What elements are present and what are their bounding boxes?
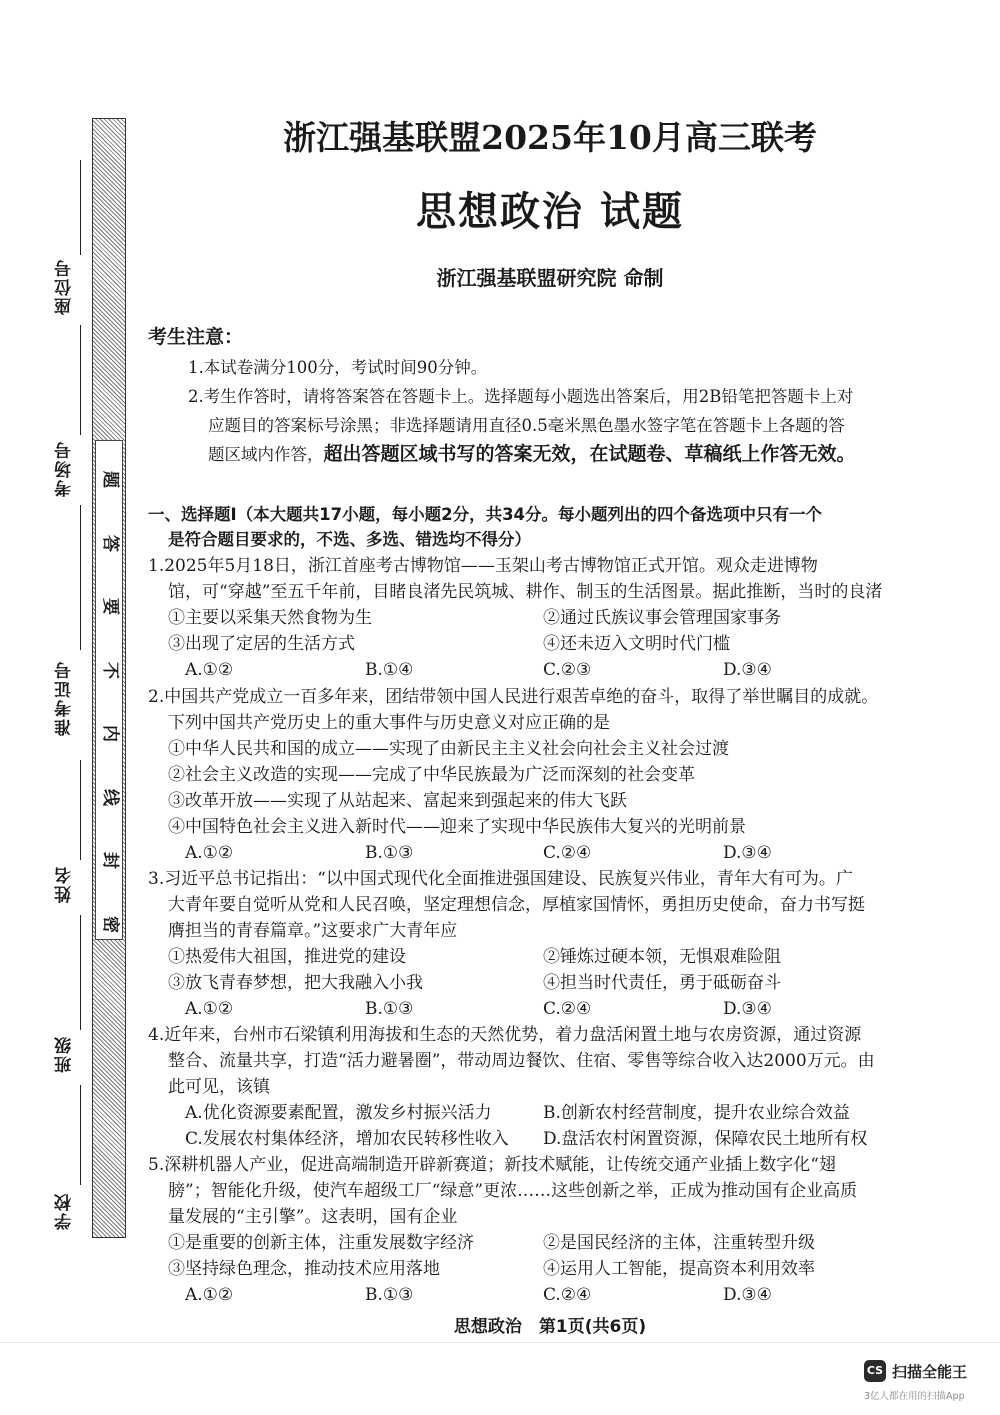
q5-statement-3: ③坚持绿色理念，推动技术应用落地	[168, 1259, 440, 1279]
q3-option-b: B.①③	[365, 999, 414, 1019]
seal-char: 线	[99, 788, 120, 806]
q3-statement-1: ①热爱伟大祖国，推进党的建设	[168, 947, 406, 967]
q4-stem-line-2: 整合、流量共享，打造“活力避暑圈”，带动周边餐饮、住宿、零售等综合收入达2000万元。由	[168, 1051, 875, 1071]
q2-statement-3: ③改革开放——实现了从站起来、富起来到强起来的伟大飞跃	[168, 791, 627, 811]
page-divider	[0, 1342, 1000, 1343]
q2-statement-2: ②社会主义改造的实现——完成了中华民族最为广泛而深刻的社会变革	[168, 765, 695, 785]
seal-char: 封	[99, 852, 120, 870]
subject-title: 思想政治 试题	[416, 189, 684, 235]
notice-text: 题区域内作答，	[208, 445, 324, 464]
seal-char: 密	[99, 915, 120, 933]
notice-item-1: 1.本试卷满分100分，考试时间90分钟。	[188, 358, 488, 377]
q2-option-d: D.③④	[723, 843, 772, 863]
seat-number-line	[80, 160, 81, 255]
q2-statement-1: ①中华人民共和国的成立——实现了由新民主主义社会向社会主义社会过渡	[168, 739, 729, 759]
seal-line-notice	[95, 440, 123, 940]
seal-char: 答	[99, 534, 120, 552]
q1-option-c: C.②③	[543, 660, 592, 680]
section-heading-line-1: 一、选择题Ⅰ（本大题共17小题，每小题2分，共34分。每小题列出的四个备选项中只有一个	[148, 505, 823, 524]
seal-char: 不	[99, 661, 120, 679]
notice-item-2-line-3	[208, 440, 898, 469]
q3-stem-line-3: 膺担当的青春篇章。”这要求广大青年应	[168, 921, 458, 941]
scanner-watermark	[864, 1360, 994, 1410]
q5-option-c: C.②④	[543, 1285, 592, 1305]
school-label: 学校	[55, 1192, 75, 1230]
notice-warning: 超出答题区域书写的答案无效，在试题卷、草稿纸上作答无效。	[323, 443, 856, 465]
page-footer: 思想政治 第1页(共6页)	[453, 1317, 647, 1337]
q4-option-a: A.优化资源要素配置，激发乡村振兴活力	[185, 1103, 492, 1123]
q2-stem-line-1: 2.中国共产党成立一百多年来，团结带领中国人民进行艰苦卓绝的奋斗，取得了举世瞩目的成就。	[148, 687, 879, 707]
q5-stem-line-3: 量发展的“主引擎”。这表明，国有企业	[168, 1207, 458, 1227]
q1-statement-1: ①主要以采集天然食物为生	[168, 608, 372, 628]
q4-option-c: C.发展农村集体经济，增加农民转移性收入	[185, 1129, 509, 1149]
seat-number-label: 座位号	[55, 258, 75, 315]
exam-room-line	[80, 325, 81, 435]
exam-title: 浙江强基联盟2025年10月高三联考	[283, 118, 817, 157]
q2-statement-4: ④中国特色社会主义进入新时代——迎来了实现中华民族伟大复兴的光明前景	[168, 817, 746, 837]
notice-item-2-line-2: 应题目的答案标号涂黑；非选择题请用直径0.5毫米黑色墨水签字笔在答题卡上各题的答	[208, 416, 845, 435]
q3-statement-3: ③放飞青春梦想，把大我融入小我	[168, 973, 423, 993]
class-line	[80, 915, 81, 1030]
admission-number-label: 准考证号	[55, 660, 75, 736]
q1-option-b: B.①④	[365, 660, 414, 680]
q3-option-c: C.②④	[543, 999, 592, 1019]
q3-stem-line-1: 3.习近平总书记指出：“以中国式现代化全面推进强国建设、民族复兴伟业，青年大有可为。广	[148, 869, 853, 889]
q1-statement-3: ③出现了定居的生活方式	[168, 634, 355, 654]
scanner-tagline: 3亿人都在用的扫描App	[864, 1391, 965, 1402]
seal-char: 内	[99, 725, 120, 743]
q2-option-a: A.①②	[185, 843, 234, 863]
section-heading-line-2: 是符合题目要求的，不选、多选、错选均不得分）	[168, 530, 531, 549]
q5-statement-4: ④运用人工智能，提高资本利用效率	[543, 1259, 815, 1279]
scanner-app-name: 扫描全能王	[892, 1363, 968, 1381]
q2-stem-line-2: 下列中国共产党历史上的重大事件与历史意义对应正确的是	[168, 713, 610, 733]
seal-char: 题	[99, 471, 120, 488]
q1-statement-4: ④还未迈入文明时代门槛	[543, 634, 730, 654]
q5-stem-line-1: 5.深耕机器人产业，促进高端制造开辟新赛道；新技术赋能，让传统交通产业插上数字化“翅	[148, 1155, 836, 1175]
q3-stem-line-2: 大青年要自觉听从党和人民召唤，坚定理想信念，厚植家国情怀，勇担历史使命，奋力书写挺	[168, 895, 865, 915]
notice-heading: 考生注意：	[148, 326, 244, 348]
q1-option-a: A.①②	[185, 660, 234, 680]
q1-option-d: D.③④	[723, 660, 772, 680]
school-line	[80, 1085, 81, 1185]
cs-logo-icon: CS	[864, 1360, 886, 1382]
q4-stem-line-3: 此可见，该镇	[168, 1077, 270, 1097]
q3-statement-4: ④担当时代责任，勇于砥砺奋斗	[543, 973, 781, 993]
class-label: 班级	[55, 1035, 75, 1073]
q1-stem-line-2: 馆，可“穿越”至五千年前，目睹良渚先民筑城、耕作、制玉的生活图景。据此推断，当时的良渚	[168, 582, 883, 602]
q3-statement-2: ②锤炼过硬本领，无惧艰难险阻	[543, 947, 781, 967]
seal-char: 要	[99, 598, 120, 616]
q1-statement-2: ②通过氏族议事会管理国家事务	[543, 608, 781, 628]
name-label: 姓名	[55, 865, 75, 903]
q3-option-d: D.③④	[723, 999, 772, 1019]
q5-statement-2: ②是国民经济的主体，注重转型升级	[543, 1233, 815, 1253]
q4-option-b: B.创新农村经营制度，提升农业综合效益	[543, 1103, 850, 1123]
exam-room-label: 考场号	[55, 440, 75, 497]
q2-option-b: B.①③	[365, 843, 414, 863]
admission-number-line	[80, 505, 81, 650]
q5-option-b: B.①③	[365, 1285, 414, 1305]
q5-option-a: A.①②	[185, 1285, 234, 1305]
q4-stem-line-1: 4.近年来，台州市石梁镇利用海拔和生态的天然优势，着力盘活闲置土地与农房资源，通过资源	[148, 1025, 862, 1045]
name-line	[80, 760, 81, 860]
q1-stem-line-1: 1.2025年5月18日，浙江首座考古博物馆——玉架山考古博物馆正式开馆。观众走进博物	[148, 556, 818, 576]
q5-option-d: D.③④	[723, 1285, 772, 1305]
q4-option-d: D.盘活农村闲置资源，保障农民土地所有权	[543, 1129, 868, 1149]
author-line: 浙江强基联盟研究院 命制	[436, 266, 664, 290]
q5-stem-line-2: 膀”；智能化升级，使汽车超级工厂“绿意”更浓……这些创新之举，正成为推动国有企业高质	[168, 1181, 858, 1201]
notice-item-2-line-1: 2.考生作答时，请将答案答在答题卡上。选择题每小题选出答案后，用2B铅笔把答题卡上对	[188, 387, 854, 406]
q2-option-c: C.②④	[543, 843, 592, 863]
q3-option-a: A.①②	[185, 999, 234, 1019]
q5-statement-1: ①是重要的创新主体，注重发展数字经济	[168, 1233, 474, 1253]
